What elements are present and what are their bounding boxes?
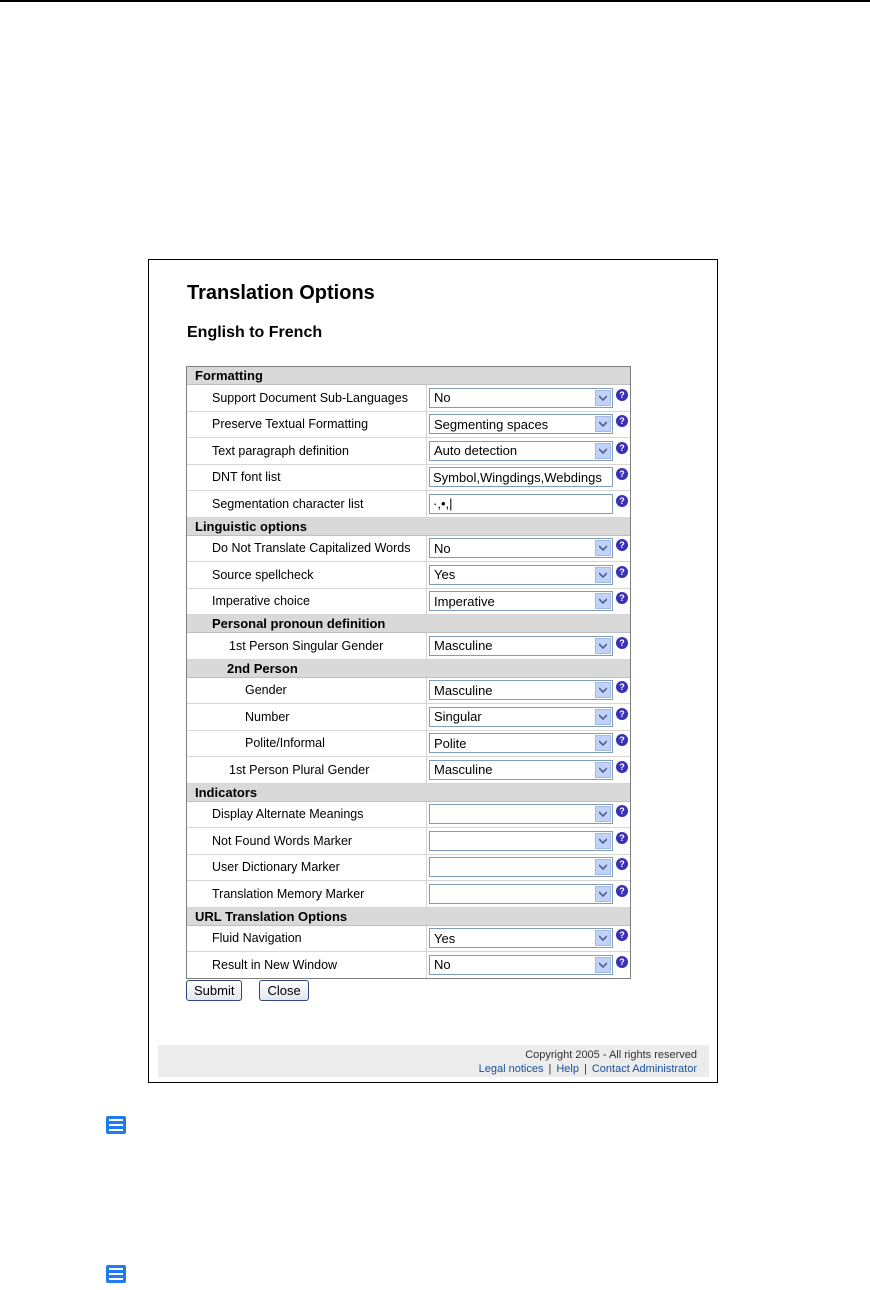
chevron-down-icon[interactable] [595,709,611,725]
option-value: Yes [434,930,456,946]
option-select[interactable] [429,733,613,753]
chevron-down-icon[interactable] [595,540,611,556]
chevron-down-icon[interactable] [595,886,611,902]
option-value: Masculine [434,682,493,698]
help-icon[interactable]: ? [616,858,628,870]
help-icon[interactable]: ? [616,495,628,507]
chevron-down-icon[interactable] [595,416,611,432]
help-icon[interactable]: ? [616,885,628,897]
option-value: Symbol,Wingdings,Webdings [433,469,602,485]
option-row [187,926,630,953]
option-row [187,757,630,784]
option-select[interactable] [429,388,613,408]
option-row [187,855,630,882]
option-value: No [434,540,451,556]
section-header: Formatting [187,367,630,385]
help-icon[interactable]: ? [616,929,628,941]
option-row [187,465,630,492]
help-icon[interactable]: ? [616,805,628,817]
option-label: User Dictionary Marker [187,855,427,881]
option-value: No [434,390,451,406]
option-value: ·,•,| [433,496,453,512]
translation-options-window [148,259,718,1083]
option-label: Preserve Textual Formatting [187,412,427,438]
chevron-down-icon[interactable] [595,859,611,875]
help-icon[interactable]: ? [616,415,628,427]
option-label: Translation Memory Marker [187,881,427,907]
footer [158,1045,709,1077]
option-select[interactable] [429,591,613,611]
option-row [187,589,630,616]
section-header: 2nd Person [187,660,630,678]
legal-notices-link[interactable]: Legal notices [478,1063,544,1075]
option-row [187,704,630,731]
option-select[interactable] [429,414,613,434]
close-button[interactable]: Close [259,980,308,1001]
option-select[interactable] [429,538,613,558]
option-label: Not Found Words Marker [187,828,427,854]
option-select[interactable] [429,804,613,824]
option-row [187,438,630,465]
option-value: Yes [434,567,456,583]
option-label: Number [187,704,427,730]
option-label: Imperative choice [187,589,427,615]
option-value: Imperative [434,593,495,609]
option-select[interactable] [429,928,613,948]
option-label: Do Not Translate Capitalized Words [187,536,427,562]
option-label: Support Document Sub-Languages [187,385,427,411]
menu-icon[interactable] [106,1116,126,1134]
separator: | [583,1063,587,1075]
option-label: Gender [187,678,427,704]
help-icon[interactable]: ? [616,592,628,604]
option-row [187,536,630,563]
option-value: Auto detection [434,443,518,459]
chevron-down-icon[interactable] [595,567,611,583]
option-label: 1st Person Singular Gender [187,633,427,659]
help-icon[interactable]: ? [616,832,628,844]
option-label: Display Alternate Meanings [187,802,427,828]
section-header: Linguistic options [187,518,630,536]
option-value: Singular [434,709,482,725]
option-row [187,562,630,589]
option-row [187,678,630,705]
help-icon[interactable]: ? [616,468,628,480]
option-select[interactable] [429,707,613,727]
option-row [187,412,630,439]
option-label: Text paragraph definition [187,438,427,464]
chevron-down-icon[interactable] [595,593,611,609]
option-label: Result in New Window [187,952,427,978]
top-rule [0,0,870,2]
page-title: Translation Options [187,282,375,304]
help-icon[interactable]: ? [616,566,628,578]
option-label: Polite/Informal [187,731,427,757]
help-icon[interactable]: ? [616,761,628,773]
option-select[interactable] [429,857,613,877]
chevron-down-icon[interactable] [595,806,611,822]
option-row [187,491,630,518]
option-select[interactable] [429,884,613,904]
option-select[interactable] [429,636,613,656]
option-select[interactable] [429,680,613,700]
option-row [187,952,630,978]
option-select[interactable] [429,565,613,585]
option-label: Fluid Navigation [187,926,427,952]
chevron-down-icon[interactable] [595,735,611,751]
chevron-down-icon[interactable] [595,682,611,698]
option-row [187,385,630,412]
option-row [187,802,630,829]
separator: | [548,1063,552,1075]
option-label: Source spellcheck [187,562,427,588]
chevron-down-icon[interactable] [595,930,611,946]
option-label: Segmentation character list [187,491,427,517]
help-icon[interactable]: ? [616,956,628,968]
help-icon[interactable]: ? [616,708,628,720]
option-select[interactable] [429,831,613,851]
help-icon[interactable]: ? [616,637,628,649]
option-value: Polite [434,735,467,751]
section-header: URL Translation Options [187,908,630,926]
chevron-down-icon[interactable] [595,833,611,849]
option-label: 1st Person Plural Gender [187,757,427,783]
footer-links [479,1063,697,1075]
option-row [187,633,630,660]
option-row [187,731,630,758]
option-value: Segmenting spaces [434,416,549,432]
option-select[interactable] [429,760,613,780]
button-bar [186,980,309,1001]
help-icon[interactable]: ? [616,539,628,551]
chevron-down-icon[interactable] [595,390,611,406]
option-select[interactable] [429,441,613,461]
option-text-input[interactable] [429,467,613,487]
help-link[interactable]: Help [556,1063,579,1075]
option-text-input[interactable] [429,494,613,514]
option-row [187,881,630,908]
option-select[interactable] [429,955,613,975]
chevron-down-icon[interactable] [595,762,611,778]
language-pair-title: English to French [187,324,323,341]
submit-button[interactable]: Submit [186,980,242,1001]
help-icon[interactable]: ? [616,734,628,746]
option-value: Masculine [434,638,493,654]
contact-administrator-link[interactable]: Contact Administrator [591,1063,697,1075]
help-icon[interactable]: ? [616,389,628,401]
option-row [187,828,630,855]
option-value: Masculine [434,762,493,778]
help-icon[interactable]: ? [616,681,628,693]
chevron-down-icon[interactable] [595,443,611,459]
menu-icon[interactable] [106,1265,126,1283]
section-header: Indicators [187,784,630,802]
chevron-down-icon[interactable] [595,957,611,973]
copyright-text: Copyright 2005 - All rights reserved [525,1049,697,1061]
option-value: No [434,957,451,973]
options-table [186,366,631,979]
option-label: DNT font list [187,465,427,491]
help-icon[interactable]: ? [616,442,628,454]
chevron-down-icon[interactable] [595,638,611,654]
section-header: Personal pronoun definition [187,615,630,633]
